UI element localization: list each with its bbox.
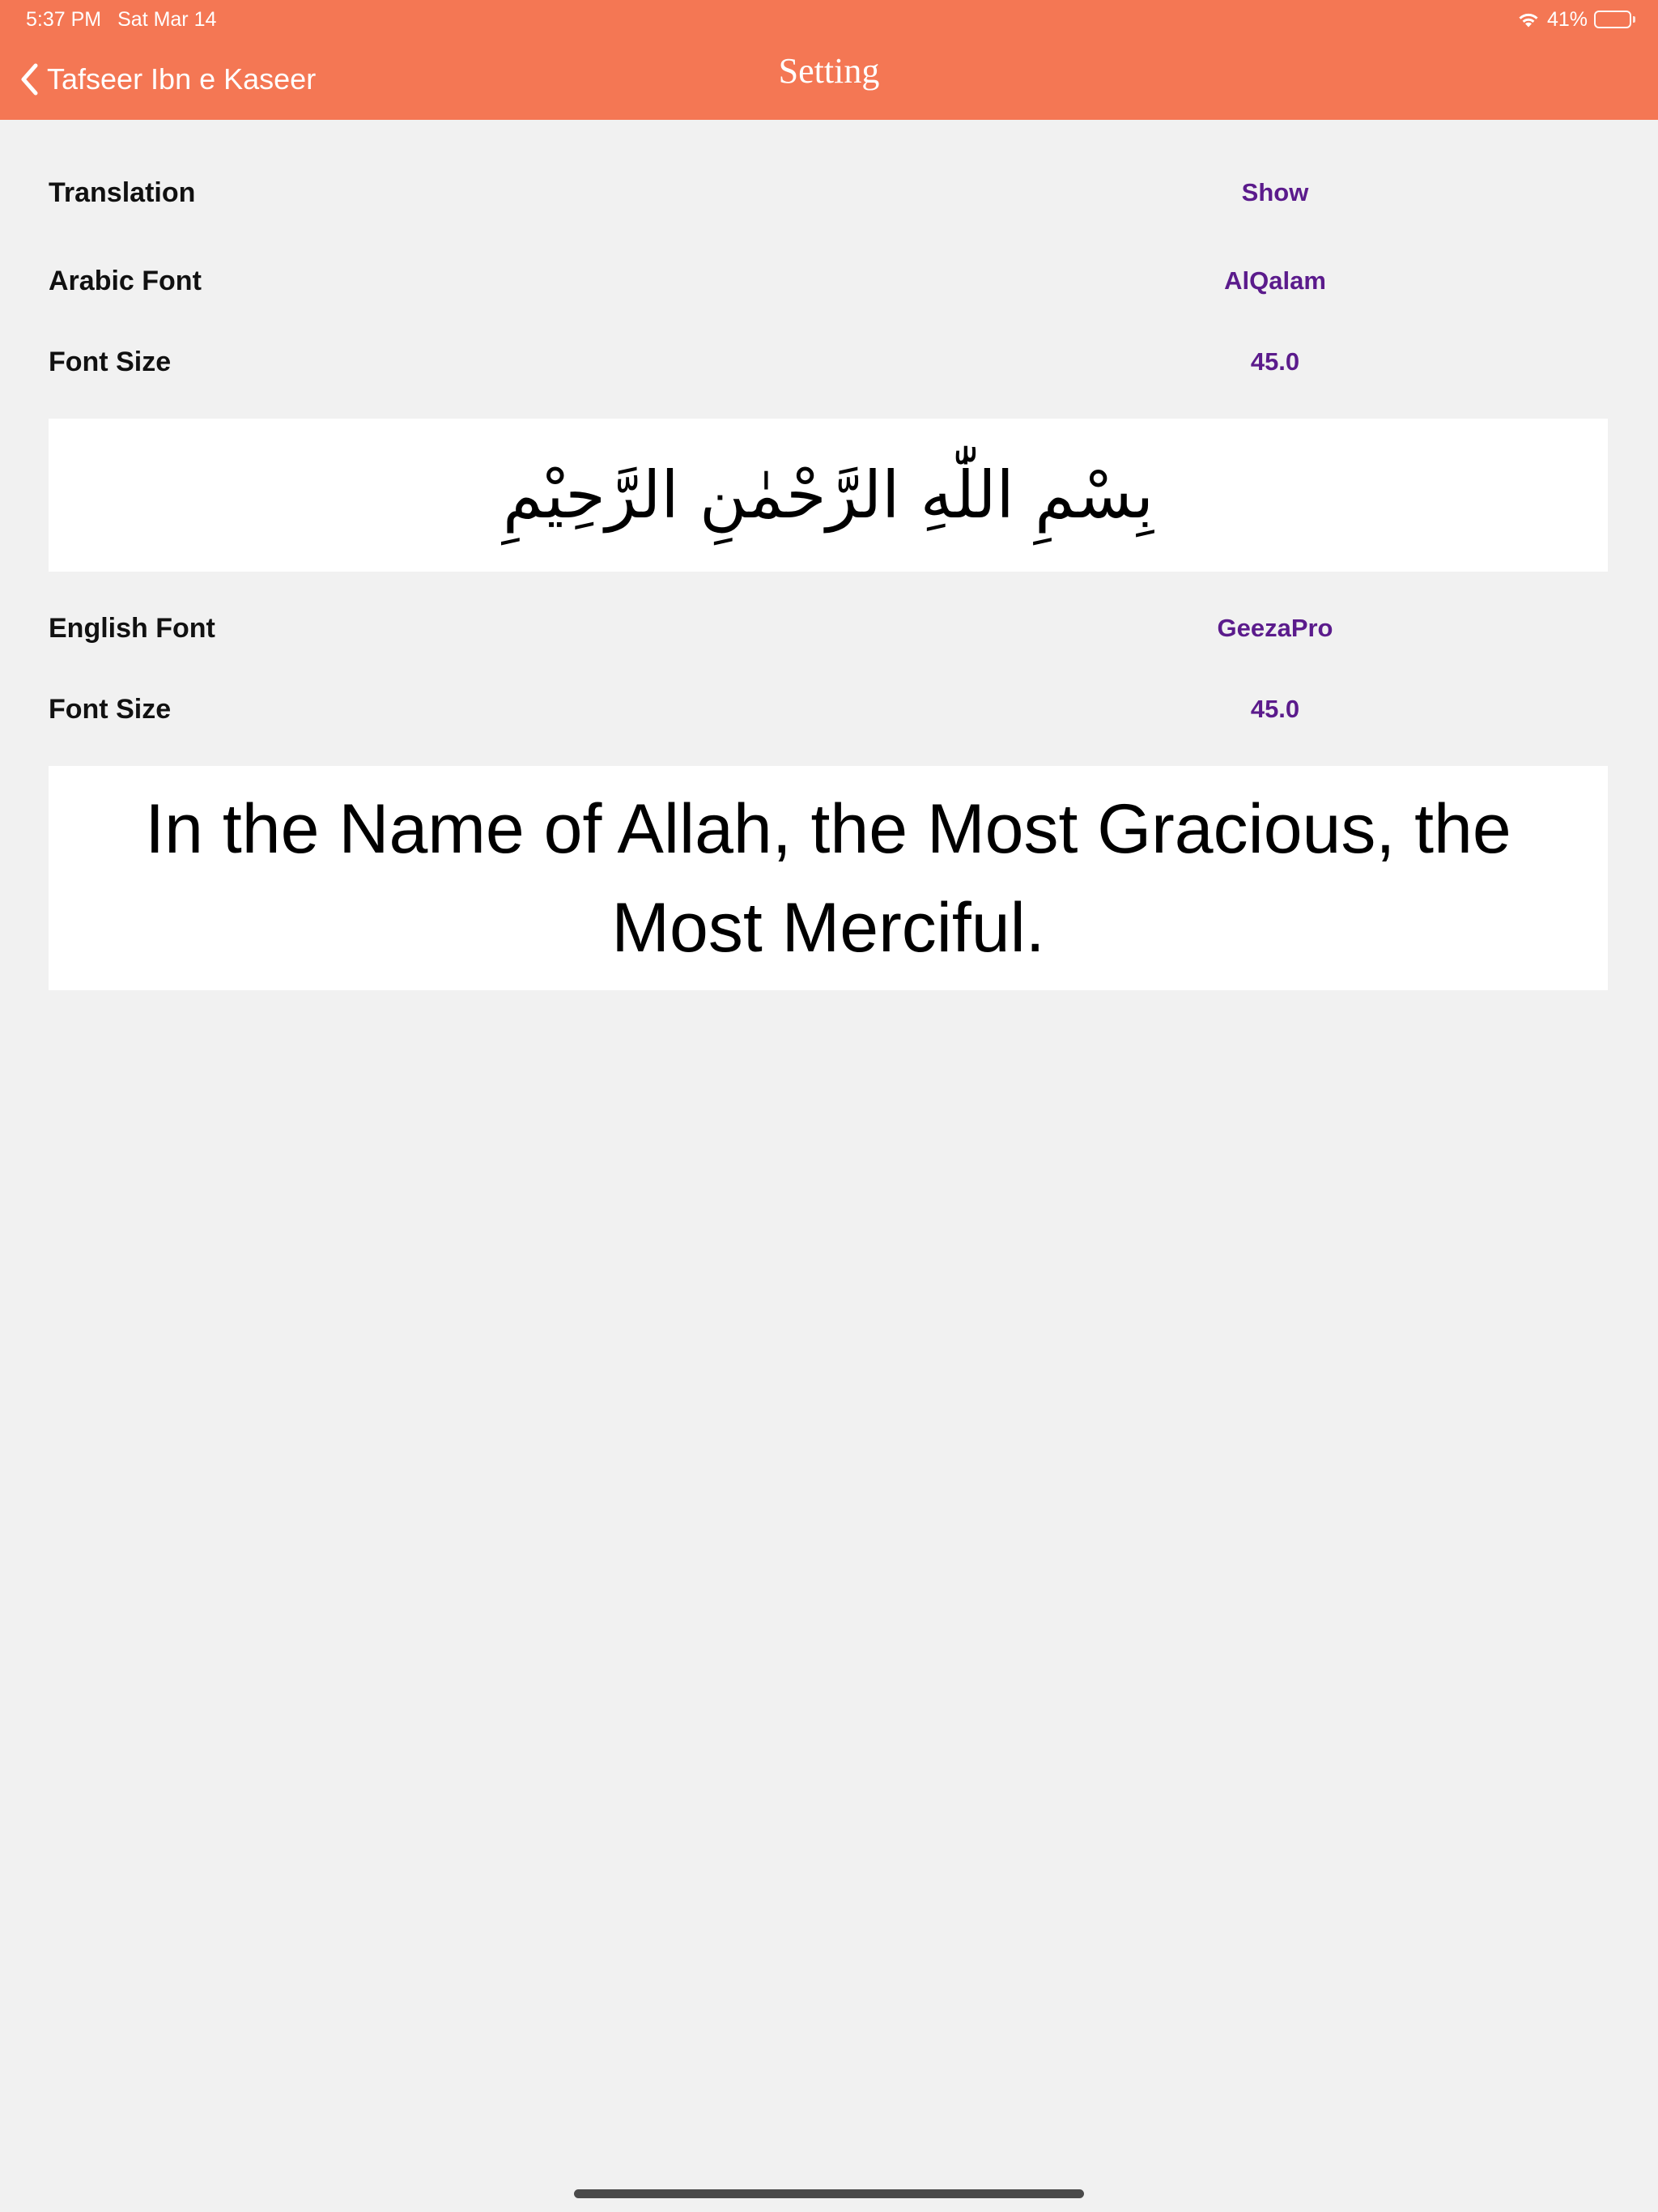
status-clock: 5:37 PM xyxy=(26,8,102,31)
status-time xyxy=(26,6,216,32)
arabic-font-size-row[interactable] xyxy=(49,338,1609,386)
arabic-preview-panel xyxy=(49,419,1608,572)
status-date: Sat Mar 14 xyxy=(117,8,217,31)
arabic-font-size-label: Font Size xyxy=(49,347,172,377)
battery-icon xyxy=(1594,11,1635,28)
arabic-preview-text: بِسْمِ اللّٰهِ الرَّحْمٰنِ الرَّحِيْمِ xyxy=(502,457,1154,533)
arabic-font-size-value[interactable]: 45.0 xyxy=(1250,347,1300,376)
page-title: Setting xyxy=(778,51,880,91)
arabic-font-selector[interactable]: AlQalam xyxy=(1224,266,1326,295)
arabic-font-row[interactable] xyxy=(49,257,1609,305)
english-preview-panel xyxy=(49,766,1608,990)
english-font-size-value[interactable]: 45.0 xyxy=(1250,695,1300,723)
translation-toggle[interactable]: Show xyxy=(1241,178,1309,206)
home-indicator[interactable] xyxy=(574,2189,1084,2198)
translation-row[interactable] xyxy=(49,168,1609,217)
status-indicators xyxy=(1516,6,1635,32)
battery-percent: 41% xyxy=(1546,7,1588,31)
english-font-selector[interactable]: GeezaPro xyxy=(1217,614,1333,642)
english-preview-text: In the Name of Allah, the Most Gracious, the Most Merciful. xyxy=(145,789,1511,967)
arabic-font-label: Arabic Font xyxy=(49,266,202,296)
header xyxy=(0,0,1658,120)
translation-label: Translation xyxy=(49,177,196,208)
english-font-row[interactable] xyxy=(49,604,1609,653)
english-font-size-row[interactable] xyxy=(49,685,1609,734)
english-font-size-label: Font Size xyxy=(49,694,172,725)
english-font-label: English Font xyxy=(49,613,215,644)
wifi-icon xyxy=(1516,11,1541,28)
back-label: Tafseer Ibn e Kaseer xyxy=(47,62,317,96)
